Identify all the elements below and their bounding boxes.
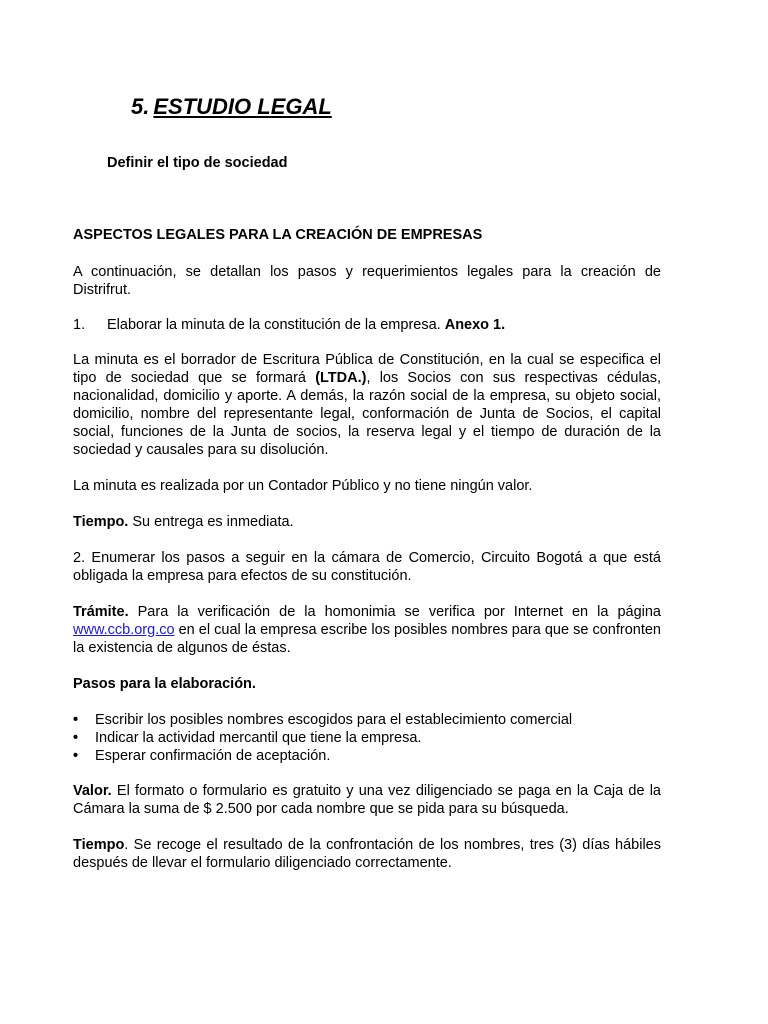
intro-paragraph: A continuación, se detallan los pasos y requerimientos legales para la creación de Distrifrut. xyxy=(73,264,661,298)
tiempo-2-text: . Se recoge el resultado de la confrontación de los nombres, tres (3) días hábiles después de llevar el formulario diligenciado correctamente. xyxy=(73,837,661,871)
tiempo-2 xyxy=(73,836,661,872)
tiempo-1-text: Su entrega es inmediata. xyxy=(128,514,294,530)
tramite-paragraph xyxy=(73,603,661,657)
list-item xyxy=(73,711,661,729)
bullet-icon: • xyxy=(73,730,79,746)
tramite-label: Trámite. xyxy=(73,604,129,620)
minuta-description xyxy=(73,351,661,459)
list-item xyxy=(73,747,661,765)
list-item-text: Escribir los posibles nombres escogidos para el establecimiento comercial xyxy=(95,712,573,728)
list-item xyxy=(73,729,661,747)
minuta-text-before: La minuta es el borrador de Escritura Pública de Constitución, en la cual se especifica el tipo de sociedad que se formará xyxy=(73,352,661,386)
title-number: 5. xyxy=(131,94,150,119)
subtitle: Definir el tipo de sociedad xyxy=(107,155,288,171)
step-1-text: Elaborar la minuta de la constitución de la empresa. xyxy=(107,317,445,333)
tiempo-1-label: Tiempo. xyxy=(73,514,129,530)
step-1 xyxy=(73,316,661,334)
minuta-text-after: , los Socios con sus respectivas cédulas, nacionalidad, domicilio y aporte. A demás, la razón social de la empresa, su objeto social, domicilio, nombre del representante legal, conformación de Junta de Socios, el capital social, funciones de la Junta de socios, la reserva legal y el tiempo de duración de la sociedad y causales para su disolución. xyxy=(73,370,662,458)
valor-paragraph xyxy=(73,782,661,818)
section-heading: ASPECTOS LEGALES PARA LA CREACIÓN DE EMPRESAS xyxy=(73,227,483,243)
list-item-text: Indicar la actividad mercantil que tiene la empresa. xyxy=(95,730,422,746)
tiempo-1 xyxy=(73,513,661,531)
valor-label: Valor. xyxy=(73,783,112,799)
list-item-text: Esperar confirmación de aceptación. xyxy=(95,748,331,764)
title-text: ESTUDIO LEGAL xyxy=(153,94,332,119)
document-page xyxy=(73,0,661,1024)
step-2: 2. Enumerar los pasos a seguir en la cámara de Comercio, Circuito Bogotá a que está obligada la empresa para efectos de su constitución. xyxy=(73,550,661,584)
bullet-icon: • xyxy=(73,712,79,728)
minuta-contador: La minuta es realizada por un Contador Público y no tiene ningún valor. xyxy=(73,478,533,494)
tramite-text-2: en el cual la empresa escribe los posibles nombres para que se confronten la existencia de algunos de éstas. xyxy=(73,622,661,656)
ccb-link[interactable]: www.ccb.org.co xyxy=(73,622,175,638)
step-1-annex: Anexo 1. xyxy=(444,317,506,333)
pasos-heading: Pasos para la elaboración. xyxy=(73,676,256,692)
step-1-number: 1. xyxy=(73,317,86,333)
pasos-list xyxy=(73,711,661,765)
minuta-ltda: (LTDA.) xyxy=(315,370,367,386)
page-title xyxy=(131,94,332,120)
valor-text: El formato o formulario es gratuito y una vez diligenciado se paga en la Caja de la Cámara la suma de $ 2.500 por cada nombre que se pida para su búsqueda. xyxy=(73,783,661,817)
tramite-text-1: Para la verificación de la homonimia se verifica por Internet en la página xyxy=(128,604,661,620)
tiempo-2-label: Tiempo xyxy=(73,837,125,853)
bullet-icon: • xyxy=(73,748,79,764)
